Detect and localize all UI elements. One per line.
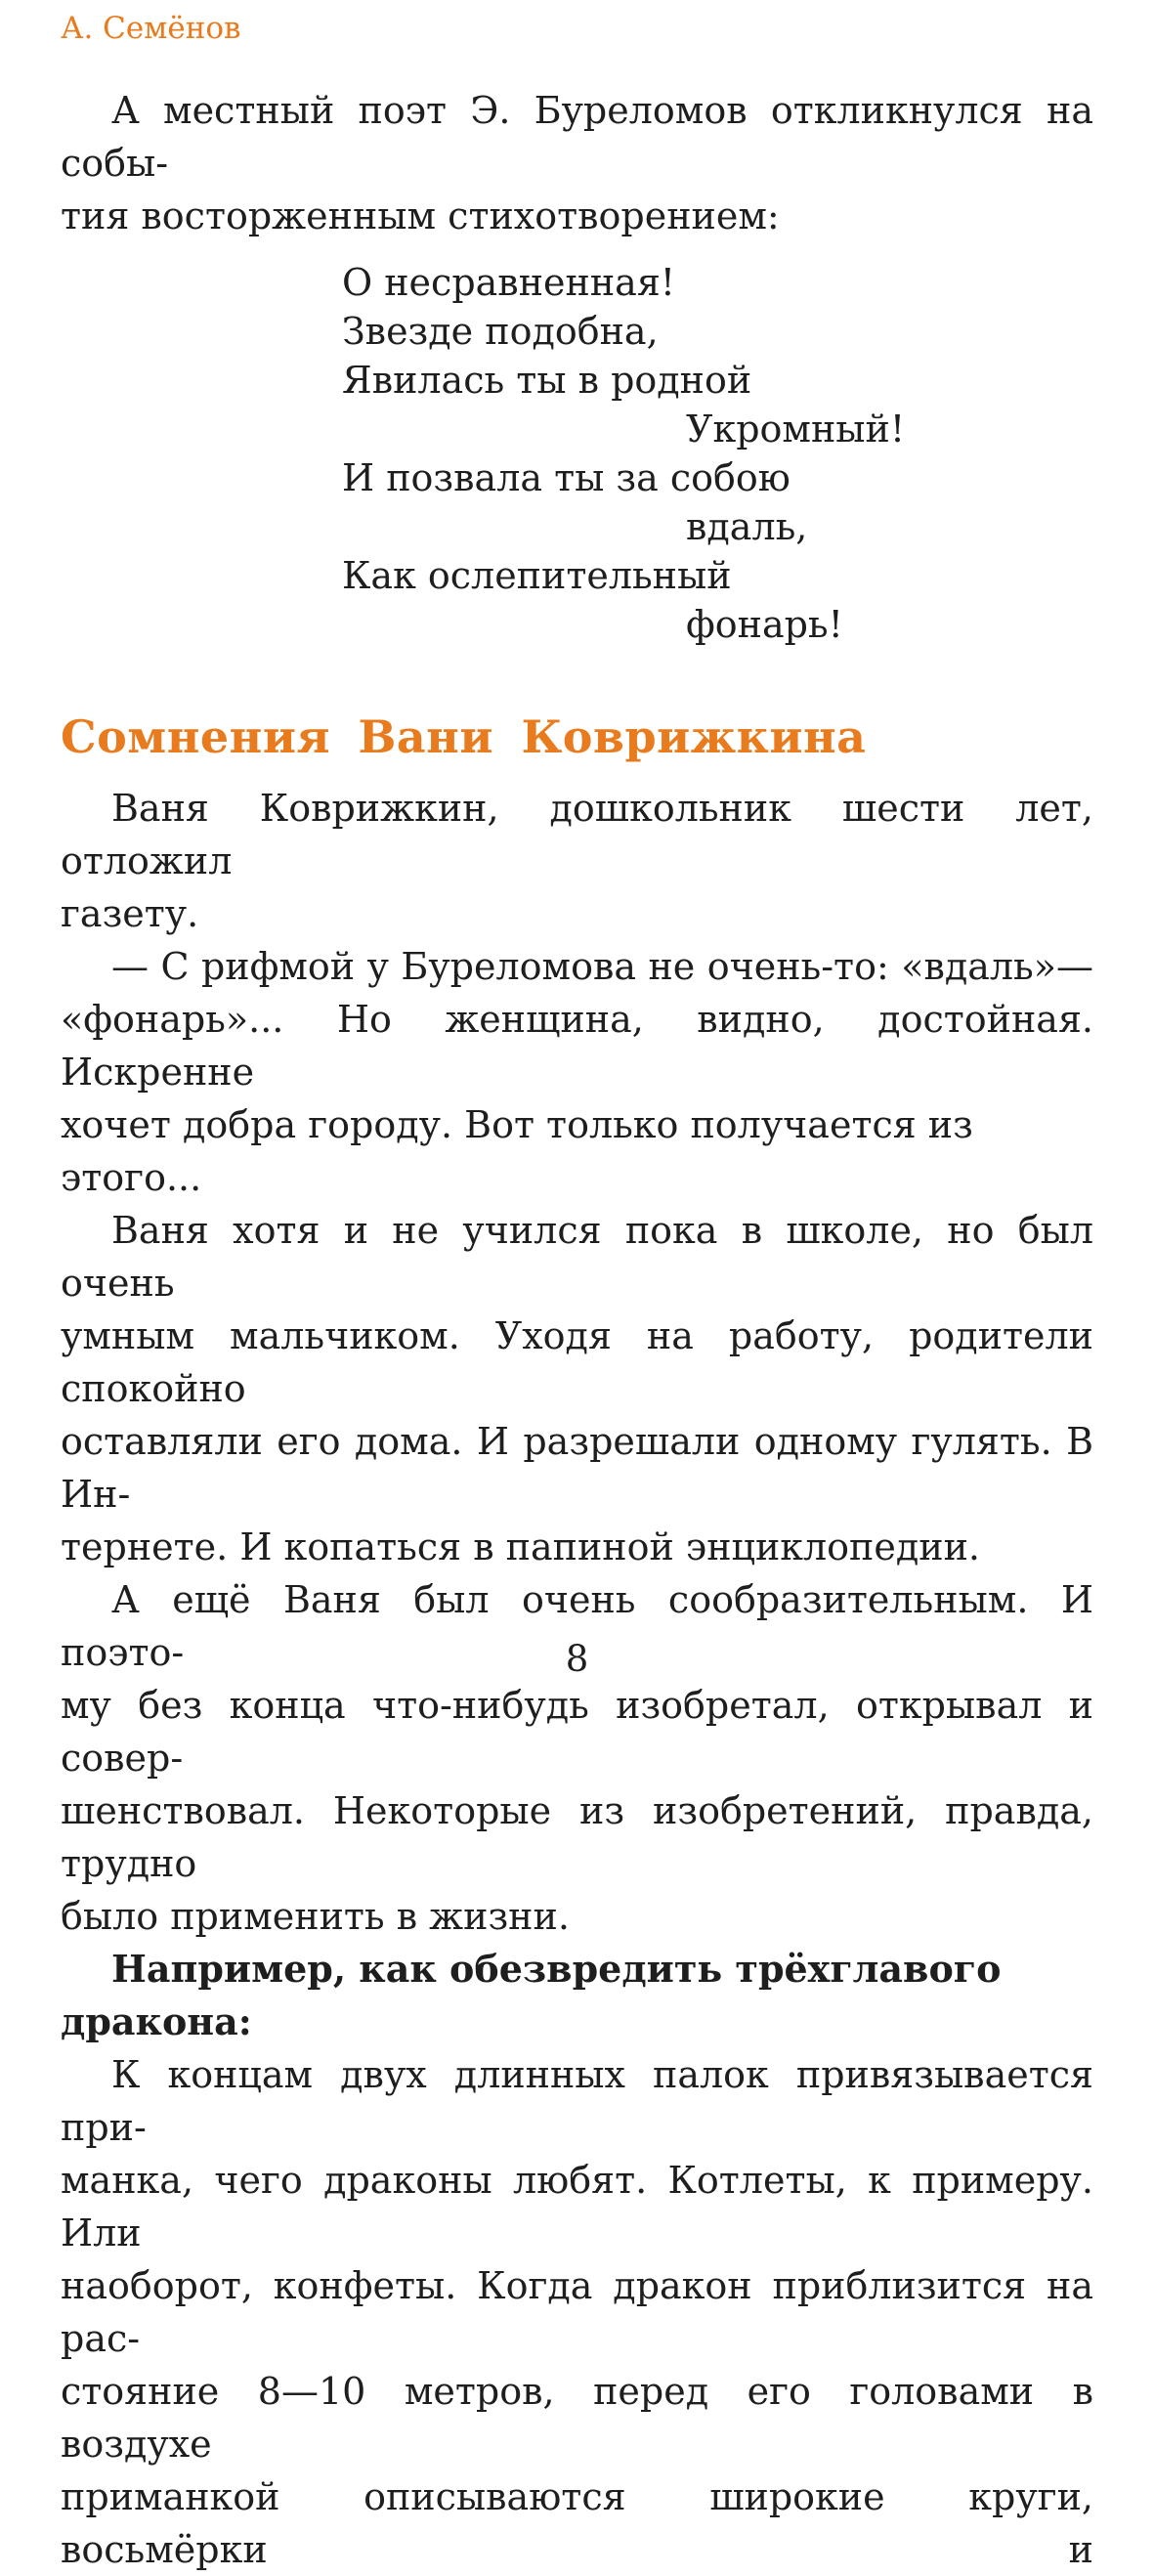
text-line: тернете. И копаться в папиной энциклопедии. — [61, 1525, 981, 1568]
intro-paragraph — [61, 84, 1093, 242]
poem — [342, 258, 1093, 649]
text-line: приманкой описываются широкие круги, восьмёрки и — [61, 2475, 1093, 2571]
text-line: «фонарь»... Но женщина, видно, достойная. Искренне — [61, 998, 1093, 1094]
text-line: Ваня Коврижкин, дошкольник шести лет, отложил — [61, 787, 1093, 882]
running-head-author: А. Семёнов — [61, 11, 241, 46]
intro-line: А местный поэт Э. Буреломов откликнулся на собы- — [61, 89, 1093, 185]
text-line: манка, чего драконы любят. Котлеты, к примеру. Или — [61, 2159, 1093, 2254]
intro-line: тия восторженным стихотворением: — [61, 194, 780, 237]
text-line: А ещё Ваня был очень сообразительным. И поэто- — [61, 1578, 1093, 1674]
poem-line: Звезде подобна, — [342, 310, 659, 353]
text-line: Например, как обезвредить трёхглавого дракона: — [61, 1947, 1002, 2043]
text-line: наоборот, конфеты. Когда дракон приблизится на рас- — [61, 2264, 1093, 2360]
poem-line: Как ослепительный — [342, 554, 732, 597]
text-line: было применить в жизни. — [61, 1895, 570, 1938]
text-line: оставляли его дома. И разрешали одному гулять. В Ин- — [61, 1420, 1093, 1516]
text-line: умным мальчиком. Уходя на работу, родители спокойно — [61, 1314, 1093, 1410]
poem-line: И позвала ты за собою — [342, 456, 791, 499]
poem-line: Укромный! — [686, 408, 906, 451]
section-heading: Сомнения Вани Коврижкина — [61, 710, 867, 763]
text-line: газету. — [61, 892, 199, 935]
poem-line: вдаль, — [686, 505, 808, 548]
poem-line: О несравненная! — [342, 261, 676, 304]
text-line: К концам двух длинных палок привязывается при- — [61, 2053, 1093, 2149]
text-line: стояние 8—10 метров, перед его головами в воздухе — [61, 2370, 1093, 2466]
page-number: 8 — [565, 1638, 589, 1680]
poem-line: Явилась ты в родной — [342, 359, 752, 402]
text-line: шенствовал. Некоторые из изобретений, правда, трудно — [61, 1789, 1093, 1885]
text-line: — С рифмой у Буреломова не очень-то: «вдаль»— — [111, 945, 1093, 988]
text-line: Ваня хотя и не учился пока в школе, но был очень — [61, 1209, 1093, 1305]
text-line: хочет добра городу. Вот только получается из этого... — [61, 1103, 973, 1199]
text-line: му без конца что-нибудь изобретал, открывал и совер- — [61, 1684, 1093, 1780]
poem-line: фонарь! — [686, 603, 843, 646]
